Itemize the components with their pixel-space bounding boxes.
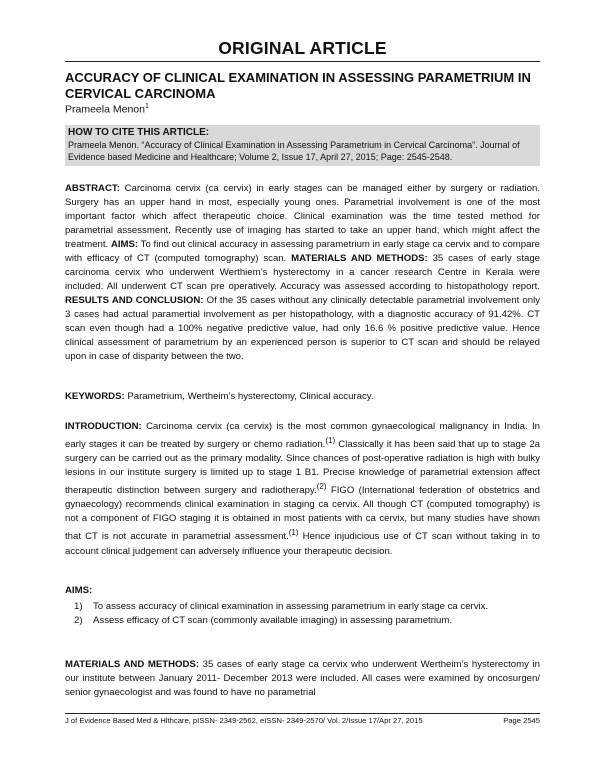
- intro-text-4: Hence injudicious use of CT scan without taking in to account clinical judgement can adversely influence your therapeutic decision.: [65, 531, 540, 557]
- list-number: 1): [74, 601, 83, 612]
- methods-text: 35 cases of early stage ca cervix who underwent Wertheim’s hysterectomy in our institute between January 2011- December 2013 were included. All cases were examined by oncosurgen/ senior gynaecologist and was found to have no parametrial: [65, 659, 540, 698]
- abstract-methods-label: MATERIALS AND METHODS:: [291, 253, 428, 264]
- citation-text: Prameela Menon. “Accuracy of Clinical Examination in Assessing Parametrium in Cervical Carcinoma”. Journal of Evidence based Medicine and Healthcare; Volume 2, Issue 17, April 27, 2015; Page: 2545-2548.: [68, 140, 520, 162]
- introduction-label: INTRODUCTION:: [65, 421, 142, 432]
- author-line: [65, 103, 149, 116]
- list-item-text: To assess accuracy of clinical examination in assessing parametrium in early stage ca cervix.: [93, 601, 489, 612]
- citation-box: [65, 125, 540, 166]
- abstract-paragraph: [65, 182, 540, 364]
- abstract-label: ABSTRACT:: [65, 183, 120, 194]
- abstract-text-2: To find out clinical accuracy in assessing parametrium in early stage ca cervix and to compare with efficacy of CT (computed tomography) scan.: [65, 239, 540, 264]
- abstract-text-4: Of the 35 cases without any clinically detectable parametrial involvement only 3 cases had actual paramertial involvement as per histopathology, with a diagnostic accuracy of 91.42%. CT scan even though had a 100% negative predictive value, had only 16.6 % positive predictive value. Hence clinical assessment of parametrium by an experienced person is superior to CT scan and should be relayed upon in case of disparity between the two.: [65, 295, 540, 362]
- introduction-paragraph: [65, 420, 540, 559]
- keywords-label: KEYWORDS:: [65, 391, 125, 402]
- section-header: ORIGINAL ARTICLE: [218, 38, 387, 58]
- list-item: [65, 600, 540, 614]
- abstract-text-3: 35 cases of early stage carcinoma cervix who underwent Werthiem’s hysterectomy in a cancer research Centre in Kerala were included. All underwent CT scan pre operatively. Accuracy was assessed according to histopathology report.: [65, 253, 541, 292]
- footer-page-number: Page 2545: [503, 716, 540, 725]
- aims-list: [65, 600, 540, 628]
- list-number: 2): [74, 615, 83, 626]
- author-name: Prameela Menon: [65, 103, 145, 116]
- reference-mark: (1): [288, 528, 299, 538]
- list-item-text: Assess efficacy of CT scan (commonly available imaging) in assessing parametrium.: [93, 615, 453, 626]
- abstract-results-label: RESULTS AND CONCLUSION:: [65, 295, 204, 306]
- abstract-aims-label: AIMS:: [110, 239, 139, 250]
- page-footer: [65, 716, 540, 725]
- list-item: [65, 614, 540, 628]
- keywords-line: [65, 390, 540, 404]
- footer-rule: [65, 713, 540, 714]
- abstract-text-1: Carcinoma cervix (ca cervix) in early stages can be managed either by surgery or radiation. Surgery has an upper hand in most, especially young ones. Parametrial involvement is one of the most important factor which affect therapeutic choice. Clinical examination was the time tested method for parametrial assessment. Recently use of imaging has started to take an upper hand, which might affect the treatment.: [65, 183, 540, 250]
- author-affiliation-mark: 1: [144, 103, 149, 110]
- methods-paragraph: [65, 658, 540, 700]
- footer-journal: J of Evidence Based Med & Hlthcare, pISSN- 2349-2562, eISSN- 2349-2570/ Vol. 2/Issue 17/Apr 27, 2015: [65, 716, 423, 725]
- reference-mark: (1): [325, 436, 336, 445]
- keywords-text: Parametrium, Wertheim’s hysterectomy, Clinical accuracy.: [124, 391, 374, 402]
- intro-text-2: Classically it has been said that up to stage 2a surgery can be carried out as the primary modality. Since chances of post-operative radiation is high with bulky lesions in our institute surgery is limited up to stage 1 B1. Precise knowledge of parametrial extension affect therapeutic distinction between surgery and radiotherapy.: [65, 439, 540, 497]
- reference-mark: (2): [316, 482, 327, 492]
- citation-heading: HOW TO CITE THIS ARTICLE:: [68, 127, 210, 138]
- intro-text-1: Carcinoma cervix (ca cervix) is the most common gynaecological malignancy in India. In early stages it can be treated by surgery or chemo radiation.: [65, 421, 540, 451]
- intro-text-3: FIGO (International federation of obstetrics and gynaecology) recommends clinical examination in staging ca cervix. All though CT (computed tomography) is not a component of FIGO staging it is obtained in most patients with ca cervix, but many studies have shown that CT is not accurate in parametrial assessment.: [65, 485, 540, 543]
- methods-label: MATERIALS AND METHODS:: [65, 659, 200, 670]
- header-rule: [65, 61, 540, 62]
- article-title: ACCURACY OF CLINICAL EXAMINATION IN ASSESSING PARAMETRIUM IN CERVICAL CARCINOMA: [65, 70, 531, 101]
- aims-heading: AIMS:: [65, 585, 93, 596]
